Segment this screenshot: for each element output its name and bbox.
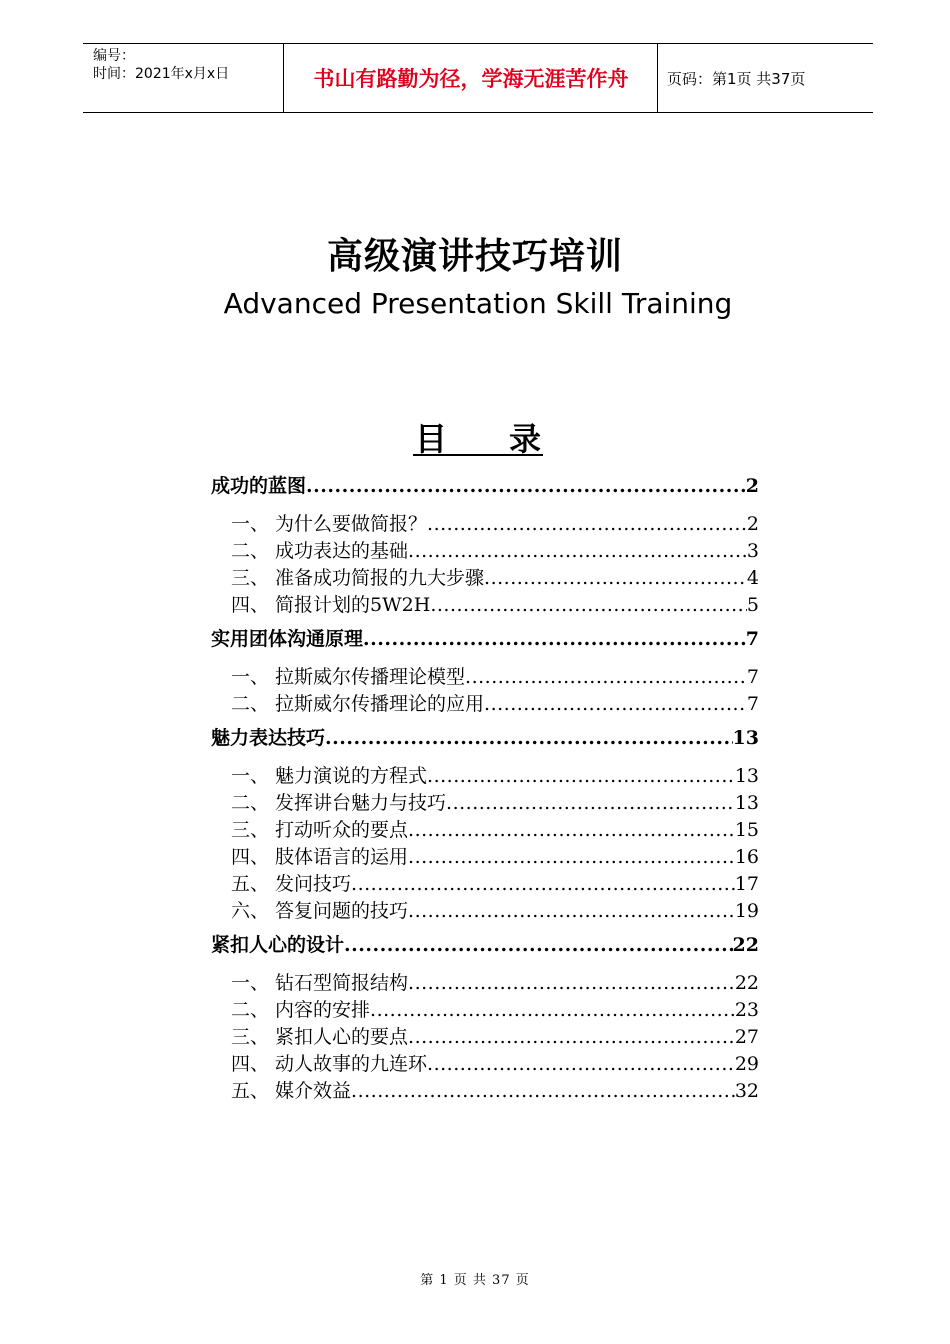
- toc-leader: [465, 664, 747, 691]
- toc-section[interactable]: [211, 623, 759, 656]
- toc-item[interactable]: [211, 691, 759, 718]
- toc-leader: [408, 970, 735, 997]
- toc-item[interactable]: [211, 664, 759, 691]
- toc-section-page: 7: [745, 628, 759, 650]
- toc-item-page: 15: [734, 819, 759, 841]
- toc-item-page: 17: [734, 873, 759, 895]
- document-header: [83, 43, 873, 113]
- toc-item[interactable]: [211, 538, 759, 565]
- document-subtitle: Advanced Presentation Skill Training: [223, 287, 733, 320]
- header-motto: 书山有路勤为径，学海无涯苦作舟: [285, 44, 658, 112]
- toc-item-label: 一、 为什么要做简报？: [231, 513, 428, 535]
- toc-leader: [351, 1078, 735, 1105]
- toc-item-page: 7: [746, 693, 759, 715]
- toc-item-page: 3: [746, 540, 759, 562]
- toc-item-label: 二、 内容的安排: [231, 999, 371, 1021]
- toc-item-label: 四、 肢体语言的运用: [231, 846, 409, 868]
- toc-item-label: 三、 打动听众的要点: [231, 819, 409, 841]
- toc-item[interactable]: [211, 790, 759, 817]
- toc-item-label: 二、 拉斯威尔传播理论的应用: [231, 693, 485, 715]
- page-footer: 第 1 页 共 37 页: [420, 1273, 530, 1288]
- toc-item[interactable]: [211, 871, 759, 898]
- toc-section[interactable]: [211, 929, 759, 962]
- toc-leader: [427, 763, 735, 790]
- toc-section-label: 魅力表达技巧: [211, 727, 326, 749]
- toc-item[interactable]: [211, 817, 759, 844]
- toc-item-page: 23: [734, 999, 759, 1021]
- toc-leader: [370, 997, 735, 1024]
- toc-heading-part-2: 录: [509, 420, 542, 458]
- toc-item-page: 27: [734, 1026, 759, 1048]
- toc-item-label: 五、 发问技巧: [231, 873, 352, 895]
- toc-item-label: 四、 简报计划的5W2H: [231, 594, 431, 616]
- toc-item-page: 19: [734, 900, 759, 922]
- toc-leader: [408, 538, 747, 565]
- toc-item[interactable]: [211, 592, 759, 619]
- toc-leader: [408, 817, 735, 844]
- toc-item-page: 13: [734, 792, 759, 814]
- toc-leader: [306, 470, 746, 503]
- toc-item-page: 16: [734, 846, 759, 868]
- toc-item[interactable]: [211, 565, 759, 592]
- toc-section-page: 2: [745, 475, 759, 497]
- table-of-contents: [211, 470, 759, 1105]
- toc-item[interactable]: [211, 997, 759, 1024]
- document-title: 高级演讲技巧培训: [326, 235, 623, 277]
- toc-item-page: 29: [734, 1053, 759, 1075]
- toc-leader: [427, 511, 747, 538]
- toc-item-page: 4: [746, 567, 759, 589]
- header-meta-cell: [83, 44, 284, 112]
- toc-leader: [351, 871, 735, 898]
- toc-item-label: 二、 发挥讲台魅力与技巧: [231, 792, 447, 814]
- toc-item-label: 五、 媒介效益: [231, 1080, 352, 1102]
- toc-leader: [344, 929, 733, 962]
- toc-item-label: 一、 拉斯威尔传播理论模型: [231, 666, 466, 688]
- toc-item-page: 2: [746, 513, 759, 535]
- toc-leader: [408, 844, 735, 871]
- toc-section-label: 紧扣人心的设计: [211, 934, 345, 956]
- toc-item-label: 二、 成功表达的基础: [231, 540, 409, 562]
- toc-item-page: 22: [734, 972, 759, 994]
- toc-item-page: 7: [746, 666, 759, 688]
- toc-heading: [413, 414, 543, 456]
- toc-heading-part-1: 目: [415, 420, 448, 458]
- toc-section-page: 13: [732, 727, 759, 749]
- toc-item[interactable]: [211, 763, 759, 790]
- toc-leader: [363, 623, 746, 656]
- toc-leader: [484, 691, 747, 718]
- toc-item[interactable]: [211, 1078, 759, 1105]
- toc-item-page: 13: [734, 765, 759, 787]
- toc-section-label: 成功的蓝图: [211, 475, 307, 497]
- toc-item-page: 5: [746, 594, 759, 616]
- toc-leader: [430, 592, 747, 619]
- toc-item-label: 一、 魅力演说的方程式: [231, 765, 428, 787]
- toc-leader: [446, 790, 735, 817]
- toc-item[interactable]: [211, 898, 759, 925]
- toc-item-label: 三、 准备成功简报的九大步骤: [231, 567, 485, 589]
- toc-leader: [484, 565, 747, 592]
- toc-section-label: 实用团体沟通原理: [211, 628, 364, 650]
- toc-section[interactable]: [211, 722, 759, 755]
- toc-item[interactable]: [211, 844, 759, 871]
- toc-item-label: 一、 钻石型简报结构: [231, 972, 409, 994]
- toc-leader: [408, 1024, 735, 1051]
- toc-section[interactable]: [211, 470, 759, 503]
- number-label: 编号：: [93, 48, 135, 64]
- toc-section-page: 22: [732, 934, 759, 956]
- date-label: 时间：2021年x月x日: [93, 66, 230, 82]
- toc-item[interactable]: [211, 511, 759, 538]
- toc-item-label: 四、 动人故事的九连环: [231, 1053, 428, 1075]
- toc-item-label: 六、 答复问题的技巧: [231, 900, 409, 922]
- toc-item-page: 32: [734, 1080, 759, 1102]
- toc-leader: [325, 722, 733, 755]
- toc-item[interactable]: [211, 1051, 759, 1078]
- toc-item[interactable]: [211, 1024, 759, 1051]
- header-page-info: 页码：第1页 共37页: [667, 69, 806, 88]
- toc-item[interactable]: [211, 970, 759, 997]
- toc-leader: [427, 1051, 735, 1078]
- toc-item-label: 三、 紧扣人心的要点: [231, 1026, 409, 1048]
- toc-leader: [408, 898, 735, 925]
